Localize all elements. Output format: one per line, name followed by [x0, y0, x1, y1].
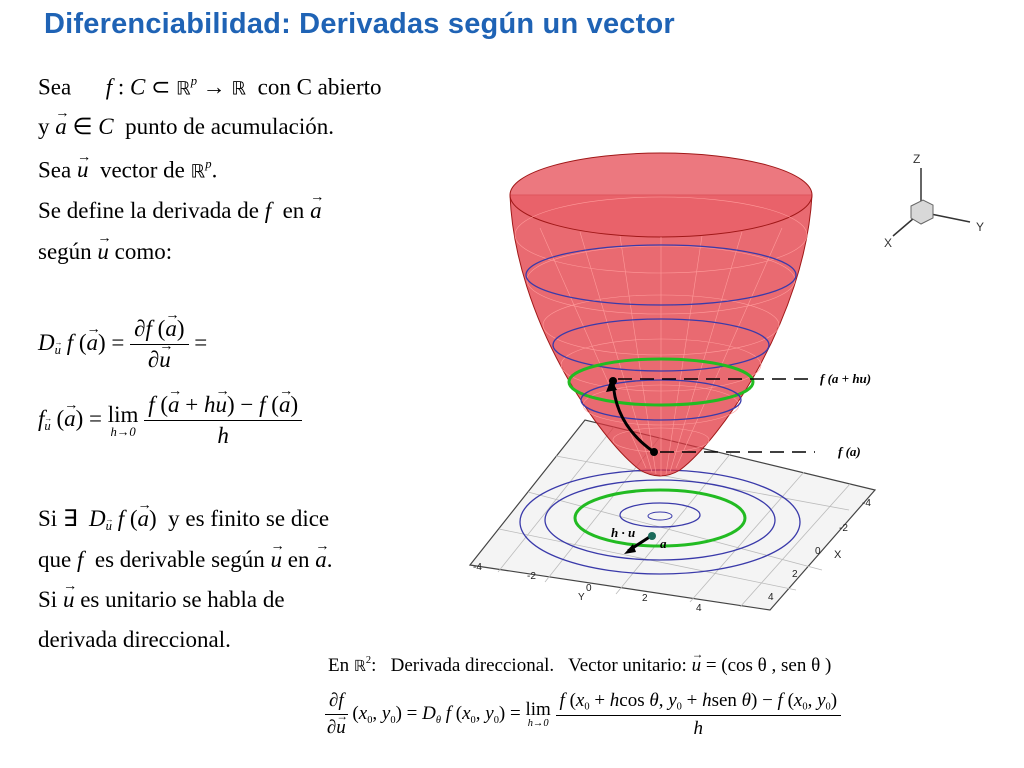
conclusion-line-1: Si ∃ D→ $_u$ f (→ a) y es finito se dice — [38, 506, 329, 534]
svg-text:-2: -2 — [839, 523, 848, 534]
svg-text:2: 2 — [792, 569, 798, 580]
svg-text:4: 4 — [696, 603, 702, 614]
svg-text:-4: -4 — [862, 498, 871, 509]
definition-line-4: Se define la derivada de f en → a — [38, 198, 322, 224]
svg-text:0: 0 — [586, 583, 592, 594]
axis-label-x: X — [834, 549, 842, 561]
triad-y: Y — [976, 220, 985, 234]
page-title: Diferenciabilidad: Derivadas según un vector — [44, 8, 675, 40]
label-f-a-hu: f (a + hu) — [820, 371, 872, 386]
svg-text:2: 2 — [642, 593, 648, 604]
paraboloid-plot — [440, 140, 900, 620]
svg-text:-4: -4 — [473, 562, 482, 573]
definition-line-3: Sea → u vector de ℝ$^p$. — [38, 157, 217, 183]
definition-line-1: Sea f : C ⊂ ℝ$^p$ → ℝ con C abierto — [38, 74, 382, 100]
svg-text:4: 4 — [768, 592, 774, 603]
conclusion-line-4: derivada direccional. — [38, 627, 231, 652]
r2-statement: En ℝ$^2$: Derivada direccional. Vector unitario: → u = (cos θ , sen θ ) — [328, 655, 831, 677]
triad-cube — [911, 200, 933, 224]
svg-text:0: 0 — [815, 546, 821, 557]
conclusion-line-2: que f es derivable según → u en → a. — [38, 547, 332, 573]
point-a-base — [648, 532, 656, 540]
definition-line-5: según → u como: — [38, 239, 172, 265]
orientation-triad — [870, 140, 990, 260]
point-f-a — [650, 448, 658, 456]
label-h-u: h · u — [611, 525, 636, 540]
triad-z: Z — [913, 152, 921, 166]
label-a: a — [660, 536, 667, 551]
point-f-a-hu — [609, 377, 617, 385]
formula-partial-derivative: D→ $_u$ f (→ a) = $\frac{\partial f (\to a)}{\partial\to u}$ = — [38, 316, 207, 373]
triad-x: X — [884, 236, 893, 250]
axis-label-y: Y — [578, 592, 585, 603]
conclusion-line-3: Si → u es unitario se habla de — [38, 587, 285, 613]
label-f-a: f (a) — [838, 444, 861, 459]
definition-line-2: y → a ∈ C punto de acumulación. — [38, 114, 334, 140]
svg-text:-2: -2 — [527, 571, 536, 582]
paraboloid-rim — [510, 153, 812, 237]
r2-formula: $\frac{\partial f}{\partial\to u}$ ($x_0$, $y_0) = D_\theta$ f ($x_0$, $y_0) = \lim$ h→0 $\frac{f (x_0 + hcos \theta, y_0 + hsen \theta) - f (x_0, y_0)}{h}$ — [325, 690, 841, 740]
formula-limit-definition: f→ $_u$ (→ a) = lim h→0 $\frac{f (\to a + h\to u) - f (\to a)}{h}$ — [38, 392, 302, 449]
